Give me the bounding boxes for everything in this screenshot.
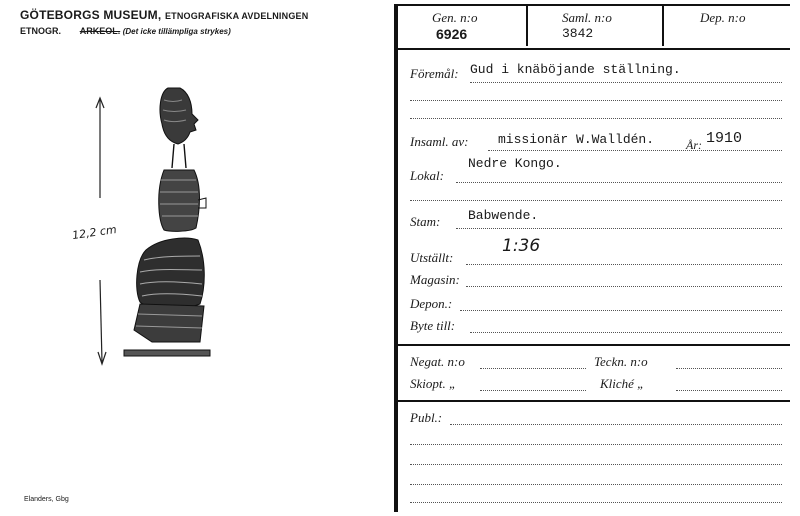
gen-label: Gen. n:o (432, 10, 478, 25)
skiopt-label: Skiopt. „ (410, 376, 457, 391)
arkeol-label: ARKEOL. (79, 26, 121, 36)
stam-value: Babwende. (468, 208, 539, 223)
stam-label: Stam: (410, 214, 441, 229)
museum-header (20, 8, 308, 22)
card-left-border (394, 4, 398, 512)
foremal-value: Gud i knäböjande ställning. (470, 62, 681, 77)
saml-label: Saml. n:o (562, 10, 612, 25)
kliche-label: Kliché „ (600, 376, 645, 391)
ar-label: År: (686, 138, 702, 152)
magasin-label: Magasin: (410, 272, 460, 287)
publ-label: Publ.: (410, 410, 443, 425)
byte-label: Byte till: (410, 318, 456, 333)
foremal-label: Föremål: (410, 66, 459, 81)
negat-label: Negat. n:o (410, 354, 465, 369)
utstallt-label: Utställt: (410, 250, 454, 265)
teckn-label: Teckn. n:o (594, 354, 648, 369)
department-name: ETNOGRAFISKA AVDELNINGEN (164, 11, 309, 21)
catalog-card (394, 4, 794, 512)
measurement-note: 12,2 cm (71, 222, 118, 243)
category-line (20, 26, 231, 36)
section-divider-2 (398, 400, 790, 402)
lokal-label: Lokal: (410, 168, 444, 183)
saml-value: 3842 (562, 26, 594, 41)
lokal-value: Nedre Kongo. (468, 156, 562, 171)
ar-value: 1910 (706, 130, 743, 147)
insaml-label: Insaml. av: (410, 134, 469, 149)
etnogr-label: ETNOGR. (20, 26, 62, 36)
dep-label: Dep. n:o (700, 10, 746, 25)
section-divider (398, 344, 790, 346)
depon-label: Depon.: (410, 296, 453, 311)
insaml-value: missionär W.Walldén. (498, 132, 655, 147)
strike-note: (Det icke tillämpliga strykes) (122, 27, 231, 36)
museum-name: GÖTEBORGS MUSEUM, (20, 8, 162, 22)
utstallt-value: 1:36 (502, 236, 541, 256)
printer-mark: Elanders, Gbg (24, 496, 69, 503)
gen-value: 6926 (436, 26, 468, 42)
